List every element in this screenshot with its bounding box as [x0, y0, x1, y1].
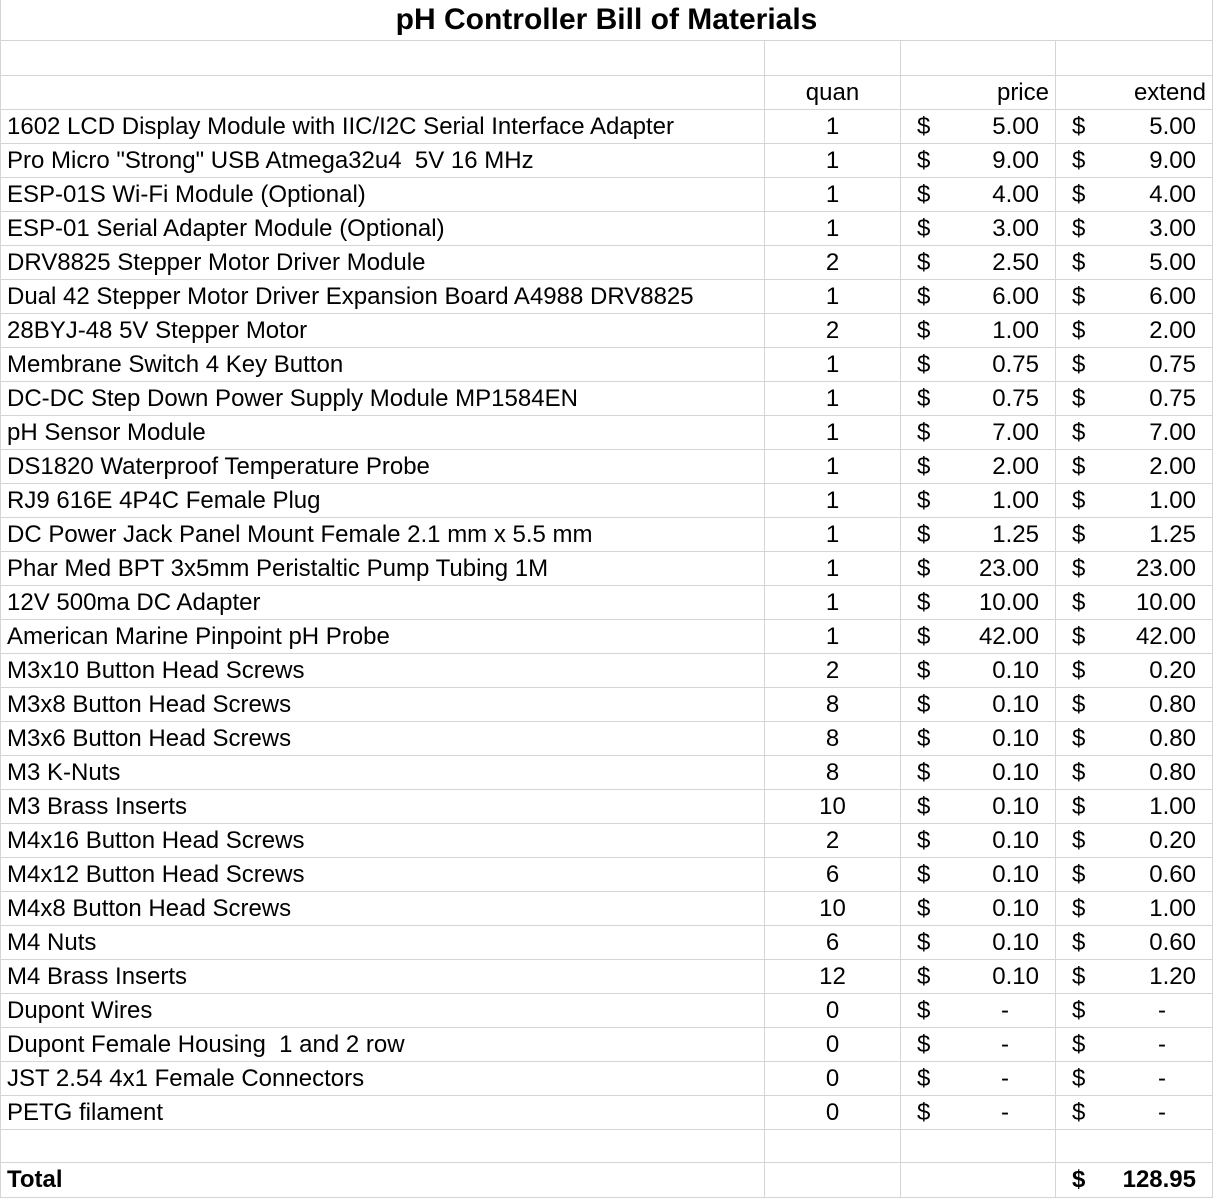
extend-cell — [1055, 688, 1212, 721]
header-row — [1, 76, 1212, 110]
extend-value: 0.75 — [1149, 384, 1196, 412]
currency-symbol: $ — [917, 486, 931, 514]
price-cell — [900, 552, 1055, 585]
currency-symbol: $ — [917, 214, 931, 242]
item-cell: DC Power Jack Panel Mount Female 2.1 mm x 5.5 mm — [7, 520, 593, 548]
column-header-quan: quan — [764, 76, 900, 109]
currency-symbol: $ — [917, 656, 931, 684]
price-cell — [900, 960, 1055, 993]
currency-symbol: $ — [917, 350, 931, 378]
item-cell: Pro Micro "Strong" USB Atmega32u4 5V 16 MHz — [7, 146, 534, 174]
currency-symbol: $ — [917, 860, 931, 888]
price-cell — [900, 416, 1055, 449]
extend-cell — [1055, 960, 1212, 993]
quan-cell: 10 — [764, 790, 900, 823]
price-value: 1.00 — [992, 486, 1039, 514]
currency-symbol: $ — [1072, 1166, 1086, 1193]
extend-cell — [1055, 518, 1212, 551]
total-label: Total — [7, 1166, 63, 1193]
price-value: 42.00 — [978, 622, 1039, 650]
item-cell: M3 Brass Inserts — [7, 792, 188, 820]
extend-cell — [1055, 144, 1212, 177]
extend-cell — [1055, 212, 1212, 245]
currency-symbol: $ — [917, 826, 931, 854]
title-row — [1, 0, 1212, 41]
currency-symbol: $ — [917, 248, 931, 276]
empty-cell — [900, 1130, 1055, 1162]
price-value: 0.10 — [992, 758, 1039, 786]
currency-symbol: $ — [1072, 588, 1086, 616]
table-row — [1, 926, 1212, 960]
item-cell: PETG filament — [7, 1098, 164, 1126]
spacer-row-bottom — [1, 1130, 1212, 1163]
extend-value: - — [1158, 1098, 1166, 1126]
empty-cell — [1055, 41, 1212, 75]
extend-value: 5.00 — [1149, 112, 1196, 140]
table-row — [1, 892, 1212, 926]
extend-cell — [1055, 620, 1212, 653]
currency-symbol: $ — [1072, 758, 1086, 786]
price-cell — [900, 110, 1055, 143]
quan-cell: 1 — [764, 280, 900, 313]
price-value: 0.10 — [992, 894, 1039, 922]
price-value: - — [1001, 1098, 1009, 1126]
currency-symbol: $ — [1072, 826, 1086, 854]
price-value: 1.00 — [992, 316, 1039, 344]
price-cell — [900, 756, 1055, 789]
item-cell: ESP-01S Wi-Fi Module (Optional) — [7, 180, 366, 208]
price-cell — [900, 1096, 1055, 1129]
extend-cell — [1055, 382, 1212, 415]
quan-cell: 6 — [764, 858, 900, 891]
quan-cell: 10 — [764, 892, 900, 925]
currency-symbol: $ — [1072, 350, 1086, 378]
table-row — [1, 586, 1212, 620]
extend-value: 1.00 — [1149, 894, 1196, 922]
quan-cell: 1 — [764, 348, 900, 381]
price-cell — [900, 654, 1055, 687]
table-row — [1, 484, 1212, 518]
price-cell — [900, 722, 1055, 755]
currency-symbol: $ — [1072, 180, 1086, 208]
bom-rows — [1, 110, 1212, 1130]
price-value: - — [1001, 1030, 1009, 1058]
extend-value: 0.80 — [1149, 758, 1196, 786]
item-cell: M3x6 Button Head Screws — [7, 724, 292, 752]
quan-cell: 12 — [764, 960, 900, 993]
table-row — [1, 722, 1212, 756]
item-cell: M4x8 Button Head Screws — [7, 894, 292, 922]
currency-symbol: $ — [1072, 112, 1086, 140]
price-cell — [900, 382, 1055, 415]
table-row — [1, 790, 1212, 824]
price-cell — [900, 926, 1055, 959]
extend-value: 0.75 — [1149, 350, 1196, 378]
currency-symbol: $ — [917, 554, 931, 582]
total-extend-cell — [1055, 1163, 1212, 1197]
extend-value: 0.60 — [1149, 928, 1196, 956]
currency-symbol: $ — [1072, 1098, 1086, 1126]
table-row — [1, 382, 1212, 416]
price-cell — [900, 790, 1055, 823]
extend-value: 0.20 — [1149, 826, 1196, 854]
price-cell — [900, 824, 1055, 857]
page-title: pH Controller Bill of Materials — [395, 3, 818, 36]
currency-symbol: $ — [1072, 418, 1086, 446]
currency-symbol: $ — [1072, 248, 1086, 276]
quan-cell: 1 — [764, 178, 900, 211]
price-value: 7.00 — [992, 418, 1039, 446]
price-cell — [900, 450, 1055, 483]
table-row — [1, 518, 1212, 552]
quan-cell: 1 — [764, 382, 900, 415]
extend-cell — [1055, 1028, 1212, 1061]
currency-symbol: $ — [1072, 996, 1086, 1024]
currency-symbol: $ — [917, 690, 931, 718]
quan-cell: 8 — [764, 756, 900, 789]
table-row — [1, 620, 1212, 654]
item-cell: M3x8 Button Head Screws — [7, 690, 292, 718]
currency-symbol: $ — [917, 962, 931, 990]
item-cell: M3 K-Nuts — [7, 758, 121, 786]
extend-cell — [1055, 246, 1212, 279]
price-value: 0.75 — [992, 350, 1039, 378]
currency-symbol: $ — [1072, 894, 1086, 922]
table-row — [1, 552, 1212, 586]
quan-cell: 2 — [764, 654, 900, 687]
currency-symbol: $ — [917, 622, 931, 650]
price-cell — [900, 994, 1055, 1027]
extend-value: - — [1158, 996, 1166, 1024]
extend-value: 0.80 — [1149, 690, 1196, 718]
quan-cell: 1 — [764, 416, 900, 449]
item-cell: DS1820 Waterproof Temperature Probe — [7, 452, 430, 480]
currency-symbol: $ — [1072, 1064, 1086, 1092]
currency-symbol: $ — [917, 1064, 931, 1092]
extend-cell — [1055, 416, 1212, 449]
item-cell: M4 Brass Inserts — [7, 962, 188, 990]
quan-cell: 0 — [764, 1028, 900, 1061]
currency-symbol: $ — [917, 758, 931, 786]
item-cell: DRV8825 Stepper Motor Driver Module — [7, 248, 426, 276]
price-value: 0.10 — [992, 962, 1039, 990]
extend-cell — [1055, 994, 1212, 1027]
item-cell: Dupont Female Housing 1 and 2 row — [7, 1030, 405, 1058]
currency-symbol: $ — [917, 996, 931, 1024]
price-cell — [900, 518, 1055, 551]
table-row — [1, 212, 1212, 246]
empty-cell — [900, 41, 1055, 75]
empty-cell — [764, 1130, 900, 1162]
item-cell: ESP-01 Serial Adapter Module (Optional) — [7, 214, 445, 242]
quan-cell: 1 — [764, 212, 900, 245]
price-cell — [900, 688, 1055, 721]
item-cell: 28BYJ-48 5V Stepper Motor — [7, 316, 308, 344]
table-row — [1, 144, 1212, 178]
extend-value: 5.00 — [1149, 248, 1196, 276]
price-value: 0.10 — [992, 656, 1039, 684]
currency-symbol: $ — [1072, 486, 1086, 514]
extend-cell — [1055, 1096, 1212, 1129]
column-header-extend: extend — [1055, 76, 1212, 109]
currency-symbol: $ — [917, 1030, 931, 1058]
currency-symbol: $ — [1072, 724, 1086, 752]
item-cell: Phar Med BPT 3x5mm Peristaltic Pump Tubing 1M — [7, 554, 549, 582]
table-row — [1, 450, 1212, 484]
empty-cell — [764, 41, 900, 75]
table-row — [1, 756, 1212, 790]
quan-cell: 1 — [764, 144, 900, 177]
price-cell — [900, 620, 1055, 653]
price-cell — [900, 892, 1055, 925]
currency-symbol: $ — [917, 452, 931, 480]
extend-value: 2.00 — [1149, 316, 1196, 344]
extend-value: 1.20 — [1149, 962, 1196, 990]
table-row — [1, 246, 1212, 280]
table-row — [1, 280, 1212, 314]
price-value: 10.00 — [978, 588, 1039, 616]
extend-cell — [1055, 926, 1212, 959]
quan-cell: 8 — [764, 688, 900, 721]
currency-symbol: $ — [917, 282, 931, 310]
price-cell — [900, 348, 1055, 381]
item-cell: Dual 42 Stepper Motor Driver Expansion Board A4988 DRV8825 — [7, 282, 694, 310]
price-cell — [900, 178, 1055, 211]
item-cell: 12V 500ma DC Adapter — [7, 588, 261, 616]
extend-value: 42.00 — [1135, 622, 1196, 650]
extend-cell — [1055, 722, 1212, 755]
total-amount: 128.95 — [1122, 1166, 1196, 1193]
table-row — [1, 416, 1212, 450]
price-cell — [900, 246, 1055, 279]
currency-symbol: $ — [917, 588, 931, 616]
extend-cell — [1055, 552, 1212, 585]
price-cell — [900, 586, 1055, 619]
item-cell: M4 Nuts — [7, 928, 97, 956]
table-row — [1, 110, 1212, 144]
empty-cell — [1, 76, 764, 109]
extend-cell — [1055, 484, 1212, 517]
item-cell: pH Sensor Module — [7, 418, 206, 446]
currency-symbol: $ — [917, 520, 931, 548]
column-header-price: price — [900, 76, 1055, 109]
currency-symbol: $ — [917, 894, 931, 922]
item-cell: DC-DC Step Down Power Supply Module MP1584EN — [7, 384, 578, 412]
currency-symbol: $ — [1072, 146, 1086, 174]
quan-cell: 0 — [764, 994, 900, 1027]
quan-cell: 1 — [764, 552, 900, 585]
item-cell: JST 2.54 4x1 Female Connectors — [7, 1064, 365, 1092]
extend-value: 1.00 — [1149, 792, 1196, 820]
extend-value: 0.80 — [1149, 724, 1196, 752]
item-cell: RJ9 616E 4P4C Female Plug — [7, 486, 321, 514]
item-cell: M3x10 Button Head Screws — [7, 656, 305, 684]
currency-symbol: $ — [917, 180, 931, 208]
extend-cell — [1055, 314, 1212, 347]
extend-cell — [1055, 586, 1212, 619]
currency-symbol: $ — [917, 418, 931, 446]
currency-symbol: $ — [917, 112, 931, 140]
table-row — [1, 654, 1212, 688]
price-cell — [900, 144, 1055, 177]
price-value: 5.00 — [992, 112, 1039, 140]
extend-value: 3.00 — [1149, 214, 1196, 242]
price-cell — [900, 212, 1055, 245]
table-row — [1, 858, 1212, 892]
currency-symbol: $ — [917, 724, 931, 752]
quan-cell: 6 — [764, 926, 900, 959]
table-row — [1, 348, 1212, 382]
table-row — [1, 1096, 1212, 1130]
currency-symbol: $ — [917, 928, 931, 956]
table-row — [1, 1028, 1212, 1062]
quan-cell: 0 — [764, 1062, 900, 1095]
quan-cell: 1 — [764, 518, 900, 551]
currency-symbol: $ — [917, 384, 931, 412]
quan-cell: 1 — [764, 620, 900, 653]
price-value: 0.10 — [992, 724, 1039, 752]
extend-value: 1.25 — [1149, 520, 1196, 548]
currency-symbol: $ — [1072, 282, 1086, 310]
empty-cell — [1, 1130, 764, 1162]
extend-value: - — [1158, 1064, 1166, 1092]
item-cell: M4x16 Button Head Screws — [7, 826, 305, 854]
quan-cell: 1 — [764, 110, 900, 143]
empty-cell — [900, 1163, 1055, 1197]
price-value: 4.00 — [992, 180, 1039, 208]
price-cell — [900, 484, 1055, 517]
quan-cell: 1 — [764, 484, 900, 517]
currency-symbol: $ — [1072, 962, 1086, 990]
extend-value: 0.20 — [1149, 656, 1196, 684]
currency-symbol: $ — [1072, 1030, 1086, 1058]
currency-symbol: $ — [1072, 384, 1086, 412]
price-cell — [900, 1028, 1055, 1061]
extend-value: 0.60 — [1149, 860, 1196, 888]
price-value: 9.00 — [992, 146, 1039, 174]
item-cell: Membrane Switch 4 Key Button — [7, 350, 344, 378]
price-value: 0.10 — [992, 826, 1039, 854]
item-cell: Dupont Wires — [7, 996, 153, 1024]
item-cell: M4x12 Button Head Screws — [7, 860, 305, 888]
price-value: 6.00 — [992, 282, 1039, 310]
extend-cell — [1055, 348, 1212, 381]
table-row — [1, 994, 1212, 1028]
currency-symbol: $ — [917, 792, 931, 820]
price-value: 23.00 — [978, 554, 1039, 582]
extend-cell — [1055, 824, 1212, 857]
price-cell — [900, 314, 1055, 347]
extend-value: 1.00 — [1149, 486, 1196, 514]
currency-symbol: $ — [1072, 452, 1086, 480]
extend-cell — [1055, 790, 1212, 823]
currency-symbol: $ — [1072, 792, 1086, 820]
extend-cell — [1055, 280, 1212, 313]
empty-cell — [764, 1163, 900, 1197]
price-value: 0.10 — [992, 690, 1039, 718]
price-value: 0.75 — [992, 384, 1039, 412]
price-value: 0.10 — [992, 928, 1039, 956]
price-value: 0.10 — [992, 860, 1039, 888]
table-row — [1, 688, 1212, 722]
currency-symbol: $ — [1072, 690, 1086, 718]
price-value: 2.00 — [992, 452, 1039, 480]
table-row — [1, 824, 1212, 858]
extend-cell — [1055, 1062, 1212, 1095]
currency-symbol: $ — [1072, 316, 1086, 344]
item-cell: American Marine Pinpoint pH Probe — [7, 622, 390, 650]
currency-symbol: $ — [1072, 622, 1086, 650]
quan-cell: 8 — [764, 722, 900, 755]
empty-cell — [1055, 1130, 1212, 1162]
currency-symbol: $ — [1072, 214, 1086, 242]
extend-value: 10.00 — [1135, 588, 1196, 616]
extend-value: 4.00 — [1149, 180, 1196, 208]
extend-value: 7.00 — [1149, 418, 1196, 446]
price-value: 0.10 — [992, 792, 1039, 820]
quan-cell: 2 — [764, 824, 900, 857]
extend-value: - — [1158, 1030, 1166, 1058]
price-value: 1.25 — [992, 520, 1039, 548]
price-value: - — [1001, 996, 1009, 1024]
price-cell — [900, 280, 1055, 313]
currency-symbol: $ — [1072, 520, 1086, 548]
table-row — [1, 1062, 1212, 1096]
quan-cell: 1 — [764, 586, 900, 619]
price-cell — [900, 1062, 1055, 1095]
price-value: 3.00 — [992, 214, 1039, 242]
quan-cell: 2 — [764, 314, 900, 347]
price-value: - — [1001, 1064, 1009, 1092]
currency-symbol: $ — [917, 146, 931, 174]
quan-cell: 0 — [764, 1096, 900, 1129]
extend-cell — [1055, 654, 1212, 687]
extend-cell — [1055, 892, 1212, 925]
item-cell: 1602 LCD Display Module with IIC/I2C Serial Interface Adapter — [7, 112, 674, 140]
extend-cell — [1055, 110, 1212, 143]
extend-cell — [1055, 858, 1212, 891]
price-cell — [900, 858, 1055, 891]
quan-cell: 2 — [764, 246, 900, 279]
currency-symbol: $ — [1072, 928, 1086, 956]
table-row — [1, 178, 1212, 212]
extend-cell — [1055, 756, 1212, 789]
currency-symbol: $ — [1072, 860, 1086, 888]
empty-cell — [1, 41, 764, 75]
currency-symbol: $ — [917, 1098, 931, 1126]
table-row — [1, 314, 1212, 348]
extend-value: 6.00 — [1149, 282, 1196, 310]
extend-value: 2.00 — [1149, 452, 1196, 480]
extend-cell — [1055, 178, 1212, 211]
extend-value: 9.00 — [1149, 146, 1196, 174]
extend-cell — [1055, 450, 1212, 483]
spacer-row-top — [1, 41, 1212, 76]
extend-value: 23.00 — [1135, 554, 1196, 582]
price-value: 2.50 — [992, 248, 1039, 276]
table-row — [1, 960, 1212, 994]
quan-cell: 1 — [764, 450, 900, 483]
currency-symbol: $ — [917, 316, 931, 344]
currency-symbol: $ — [1072, 554, 1086, 582]
currency-symbol: $ — [1072, 656, 1086, 684]
total-row — [1, 1163, 1212, 1198]
